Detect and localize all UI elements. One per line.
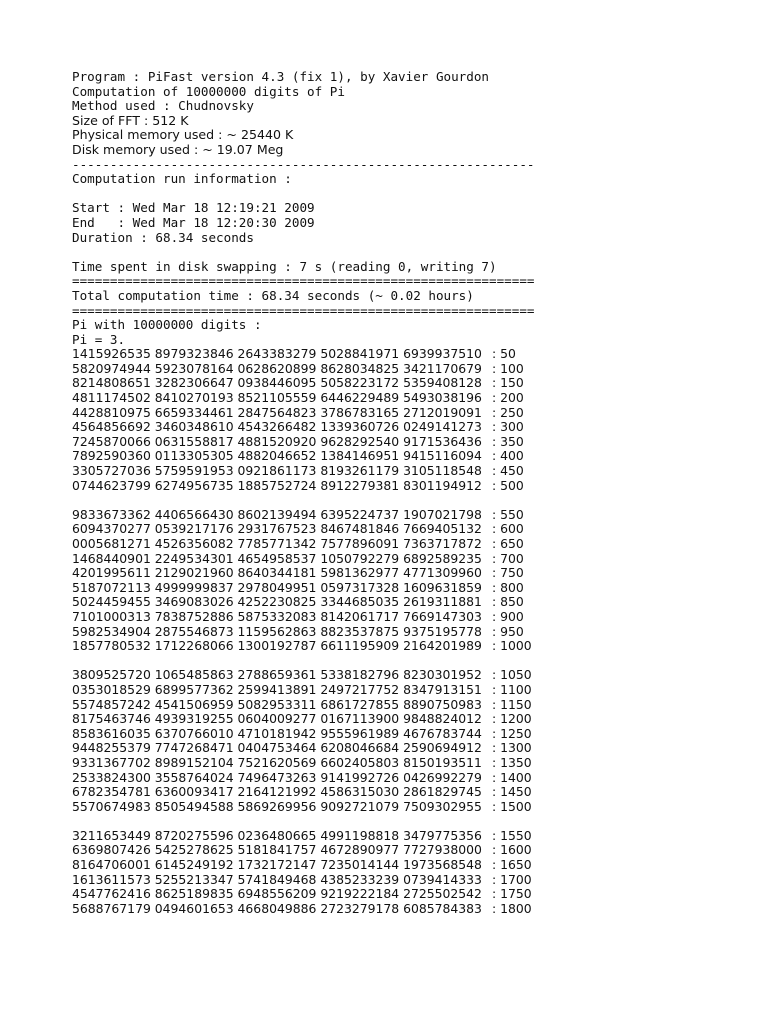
digit-groups: 7245870066 0631558817 4881520920 9628292540 9171536436 <box>72 433 482 449</box>
digit-count: : 850 <box>492 594 524 610</box>
digit-row <box>72 668 752 683</box>
digit-groups: 5187072113 4999999837 2978049951 0597317328 1609631859 <box>72 579 482 595</box>
digit-groups: 2533824300 3558764024 7496473263 9141992726 0426992279 <box>72 769 482 785</box>
duration-line: Duration : 68.34 seconds <box>72 229 254 245</box>
pi-digits-heading: Pi with 10000000 digits : <box>72 317 262 333</box>
digit-count: : 800 <box>492 579 524 595</box>
equals-separator-bottom: ============================================================= <box>72 303 535 318</box>
digit-groups: 5024459455 3469083026 4252230825 3344685035 2619311881 <box>72 594 482 610</box>
digit-groups: 8164706001 6145249192 1732172147 7235014144 1973568548 <box>72 857 482 873</box>
digit-count: : 1750 <box>492 886 532 902</box>
fft-size-line: Size of FFT : 512 K <box>72 112 189 128</box>
digit-groups: 4564856692 3460348610 4543266482 1339360726 0249141273 <box>72 419 482 435</box>
digit-row <box>72 858 752 873</box>
digit-count: : 350 <box>492 433 524 449</box>
digit-groups: 9833673362 4406566430 8602139494 6395224737 1907021798 <box>72 506 482 522</box>
digit-block <box>72 668 752 814</box>
digit-count: : 1150 <box>492 696 532 712</box>
digit-row <box>72 741 752 756</box>
digit-row <box>72 464 752 479</box>
digit-groups: 4428810975 6659334461 2847564823 3786783165 2712019091 <box>72 404 482 420</box>
disk-memory-line: Disk memory used : ~ 19.07 Meg <box>72 141 284 157</box>
digit-count: : 900 <box>492 608 524 624</box>
digit-groups: 4811174502 8410270193 8521105559 6446229489 5493038196 <box>72 390 482 406</box>
digit-row <box>72 552 752 567</box>
dash-separator: ------------------------------------------------------------- <box>72 157 535 172</box>
computation-line: Computation of 10000000 digits of Pi <box>72 83 345 99</box>
digit-block <box>72 347 752 493</box>
digit-row <box>72 406 752 421</box>
digit-groups: 0005681271 4526356082 7785771342 7577896091 7363717872 <box>72 536 482 551</box>
digit-row <box>72 537 752 552</box>
digit-row <box>72 902 752 917</box>
digit-count: : 650 <box>492 536 524 551</box>
digit-groups: 8214808651 3282306647 0938446095 5058223172 5359408128 <box>72 375 482 391</box>
digit-row <box>72 581 752 596</box>
program-line: Program : PiFast version 4.3 (fix 1), by Xavier Gourdon <box>72 69 490 84</box>
digit-groups: 3211653449 8720275596 0236480665 4991198818 3479775356 <box>72 827 482 843</box>
digit-groups: 6094370277 0539217176 2931767523 8467481846 7669405132 <box>72 521 482 537</box>
digit-groups: 1468440901 2249534301 4654958537 1050792279 6892589235 <box>72 550 482 566</box>
digit-count: : 1800 <box>492 900 532 916</box>
digit-groups: 9331367702 8989152104 7521620569 6602405803 8150193511 <box>72 754 482 770</box>
blank-line <box>72 245 752 260</box>
digit-groups: 3305727036 5759591953 0921861173 8193261179 3105118548 <box>72 463 482 479</box>
blank-line <box>72 187 752 202</box>
blank-line <box>72 814 752 829</box>
digit-groups: 5820974944 5923078164 0628620899 8628034825 3421170679 <box>72 360 482 376</box>
method-line: Method used : Chudnovsky <box>72 98 254 114</box>
digit-row <box>72 435 752 450</box>
digit-count: : 1250 <box>492 725 532 741</box>
digit-row <box>72 449 752 464</box>
digit-row <box>72 712 752 727</box>
digit-count: : 600 <box>492 521 524 537</box>
pi-prefix: Pi = 3. <box>72 331 126 347</box>
digit-groups: 3809525720 1065485863 2788659361 5338182796 8230301952 <box>72 667 482 683</box>
digit-groups: 1415926535 8979323846 2643383279 5028841971 6939937510 <box>72 346 482 362</box>
digit-count: : 1650 <box>492 857 532 873</box>
digit-row <box>72 771 752 786</box>
blank-line <box>72 654 752 669</box>
digit-count: : 1700 <box>492 871 532 887</box>
digit-count: : 1550 <box>492 827 532 843</box>
end-line: End : Wed Mar 18 12:20:30 2009 <box>72 214 315 230</box>
digit-count: : 1600 <box>492 842 532 858</box>
digit-groups: 5570674983 8505494588 5869269956 9092721079 7509302955 <box>72 798 482 814</box>
digit-count: : 200 <box>492 390 524 406</box>
pifast-report <box>72 70 752 916</box>
digit-groups: 5688767179 0494601653 4668049886 2723279178 6085784383 <box>72 900 482 916</box>
digit-row <box>72 508 752 523</box>
digit-row <box>72 522 752 537</box>
digit-groups: 1857780532 1712268066 1300192787 6611195909 2164201989 <box>72 638 482 654</box>
digit-row <box>72 639 752 654</box>
digit-count: : 50 <box>492 346 516 362</box>
digit-row <box>72 873 752 888</box>
digit-count: : 1200 <box>492 711 532 727</box>
digit-count: : 1100 <box>492 681 532 697</box>
digit-groups: 5982534904 2875546873 1159562863 8823537875 9375195778 <box>72 623 482 639</box>
digit-row <box>72 727 752 742</box>
digit-groups: 6782354781 6360093417 2164121992 4586315030 2861829745 <box>72 784 482 800</box>
digit-count: : 150 <box>492 375 524 391</box>
swap-line: Time spent in disk swapping : 7 s (reading 0, writing 7) <box>72 258 497 274</box>
digit-groups: 7892590360 0113305305 4882046652 1384146951 9415116094 <box>72 448 482 464</box>
pi-digits <box>72 347 752 916</box>
digit-block <box>72 508 752 654</box>
digit-row <box>72 347 752 362</box>
digit-count: : 250 <box>492 404 524 420</box>
digit-groups: 7101000313 7838752886 5875332083 8142061717 7669147303 <box>72 608 482 624</box>
digit-count: : 1350 <box>492 754 532 770</box>
digit-row <box>72 420 752 435</box>
total-time-line: Total computation time : 68.34 seconds (~ 0.02 hours) <box>72 287 474 303</box>
digit-row <box>72 785 752 800</box>
digit-count: : 750 <box>492 565 524 581</box>
digit-groups: 9448255379 7747268471 0404753464 6208046684 2590694912 <box>72 740 482 756</box>
digit-groups: 1613611573 5255213347 5741849468 4385233239 0739414333 <box>72 871 482 887</box>
equals-separator-top: ============================================================= <box>72 274 535 289</box>
digit-row <box>72 887 752 902</box>
digit-row <box>72 800 752 815</box>
digit-row <box>72 698 752 713</box>
digit-count: : 1500 <box>492 798 532 814</box>
digit-count: : 950 <box>492 623 524 639</box>
digit-count: : 300 <box>492 419 524 435</box>
digit-block <box>72 829 752 917</box>
digit-row <box>72 479 752 494</box>
digit-groups: 6369807426 5425278625 5181841757 4672890977 7727938000 <box>72 842 482 858</box>
digit-row <box>72 843 752 858</box>
digit-groups: 5574857242 4541506959 5082953311 6861727855 8890750983 <box>72 696 482 712</box>
digit-row <box>72 625 752 640</box>
digit-count: : 100 <box>492 360 524 376</box>
digit-count: : 400 <box>492 448 524 464</box>
digit-row <box>72 391 752 406</box>
digit-groups: 4547762416 8625189835 6948556209 9219222184 2725502542 <box>72 886 482 902</box>
digit-groups: 0353018529 6899577362 2599413891 2497217752 8347913151 <box>72 681 482 697</box>
digit-count: : 450 <box>492 463 524 479</box>
digit-row <box>72 362 752 377</box>
digit-row <box>72 376 752 391</box>
digit-row <box>72 683 752 698</box>
digit-row <box>72 829 752 844</box>
start-line: Start : Wed Mar 18 12:19:21 2009 <box>72 200 315 216</box>
digit-row <box>72 610 752 625</box>
digit-row <box>72 756 752 771</box>
digit-row <box>72 566 752 581</box>
digit-count: : 1000 <box>492 638 532 654</box>
digit-groups: 8175463746 4939319255 0604009277 0167113900 9848824012 <box>72 711 482 727</box>
run-info-heading: Computation run information : <box>72 171 292 187</box>
digit-count: : 1300 <box>492 740 532 756</box>
physical-memory-line: Physical memory used : ~ 25440 K <box>72 127 294 143</box>
digit-groups: 4201995611 2129021960 8640344181 5981362977 4771309960 <box>72 565 482 581</box>
digit-groups: 0744623799 6274956735 1885752724 8912279381 8301194912 <box>72 477 482 493</box>
digit-count: : 1450 <box>492 784 532 800</box>
digit-count: : 1400 <box>492 769 532 785</box>
digit-count: : 1050 <box>492 667 532 683</box>
digit-count: : 700 <box>492 550 524 566</box>
digit-count: : 550 <box>492 506 524 522</box>
blank-line <box>72 493 752 508</box>
digit-groups: 8583616035 6370766010 4710181942 9555961989 4676783744 <box>72 725 482 741</box>
digit-count: : 500 <box>492 477 524 493</box>
digit-row <box>72 595 752 610</box>
